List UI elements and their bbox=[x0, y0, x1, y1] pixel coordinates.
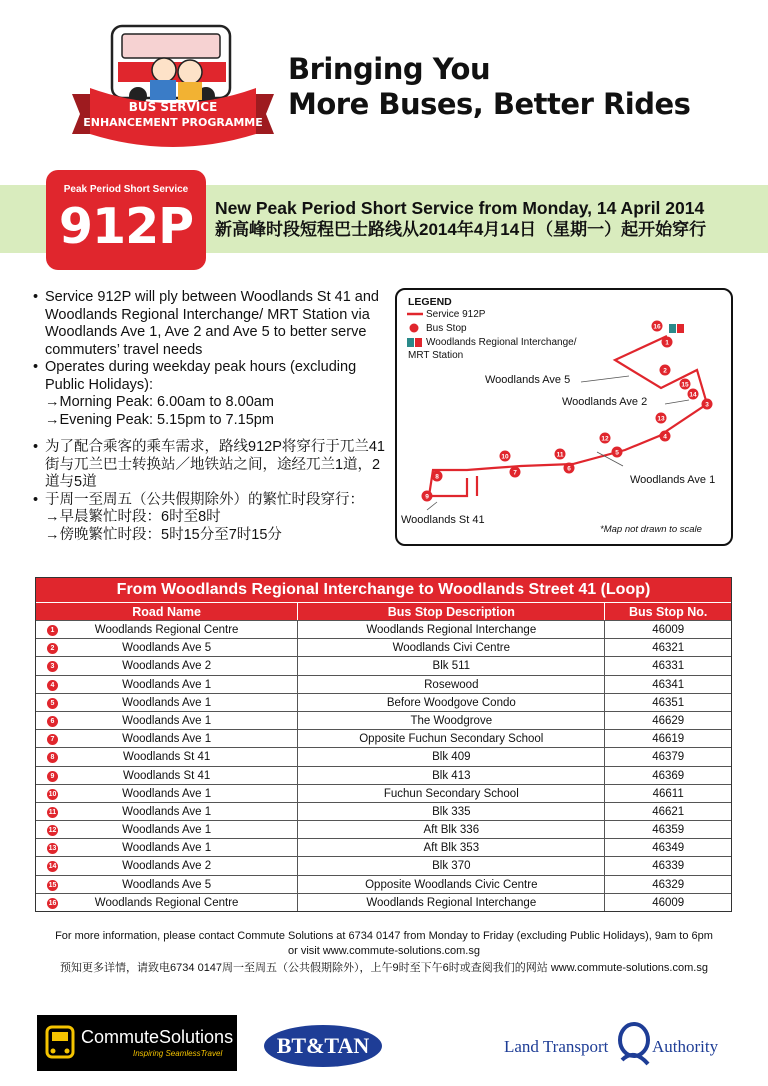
table-row bbox=[36, 838, 731, 856]
stop-number-marker: 16 bbox=[48, 899, 57, 907]
label-woodlands-ave5: Woodlands Ave 5 bbox=[485, 374, 571, 386]
table-header bbox=[36, 602, 731, 620]
cell-stop-number: 46341 bbox=[652, 678, 685, 691]
lta-emblem-icon bbox=[616, 1020, 652, 1070]
cell-stop-description: Opposite Woodlands Civic Centre bbox=[298, 876, 605, 893]
road-name: Woodlands St 41 bbox=[122, 751, 211, 764]
legend-interchange-line2: MRT Station bbox=[408, 350, 464, 361]
bus-stop-number: 7 bbox=[513, 469, 517, 477]
cell-stop-number: 46359 bbox=[652, 824, 685, 837]
lta-name-right: Authority bbox=[652, 1037, 719, 1056]
cell-road-name bbox=[36, 621, 298, 638]
table-row bbox=[36, 784, 731, 802]
header-stop-description: Bus Stop Description bbox=[298, 603, 605, 620]
cell-stop-number: 46621 bbox=[652, 805, 685, 818]
road-name: Woodlands Ave 2 bbox=[122, 860, 212, 873]
cell-road-name bbox=[36, 821, 298, 838]
cell-stop-number: 46379 bbox=[652, 751, 685, 764]
legend-interchange-swatch bbox=[407, 338, 414, 347]
map-scale-note: *Map not drawn to scale bbox=[600, 524, 702, 535]
cell-road-name bbox=[36, 803, 298, 820]
bus-stop-number: 2 bbox=[663, 367, 667, 375]
programme-line2: ENHANCEMENT PROGRAMME bbox=[83, 116, 263, 129]
footer-line1: For more information, please contact Commute Solutions at 6734 0147 from Monday to Friday (excluding Public Holidays), 9am to 6pm bbox=[55, 930, 713, 942]
stop-number-marker: 7 bbox=[47, 734, 58, 745]
badge-service-number: 912P bbox=[58, 198, 194, 255]
badge-subtitle: Peak Period Short Service bbox=[63, 184, 189, 195]
bus-stop-number: 5 bbox=[615, 449, 619, 457]
table-row bbox=[36, 875, 731, 893]
stop-number-marker: 14 bbox=[48, 863, 57, 871]
cell-road-name bbox=[36, 894, 298, 911]
legend-title: LEGEND bbox=[408, 296, 452, 308]
stop-number-marker: 6 bbox=[47, 716, 58, 727]
road-name: Woodlands Ave 1 bbox=[122, 805, 212, 818]
label-woodlands-ave1: Woodlands Ave 1 bbox=[630, 474, 716, 486]
cell-road-name bbox=[36, 712, 298, 729]
footer-line3-zh: 预知更多详情，请致电6734 0147周一至周五（公共假期除外），上午9时至下午6时或查阅我们的网站 www.commute-solutions.com.sg bbox=[60, 962, 708, 974]
stop-number-marker: 5 bbox=[47, 698, 58, 709]
bt-tan-logo: BT&TAN bbox=[264, 1025, 382, 1067]
stop-number-marker: 9 bbox=[47, 771, 58, 782]
commute-solutions-tagline: Inspiring SeamlessTravel bbox=[133, 1049, 223, 1058]
cell-stop-number: 46339 bbox=[652, 860, 685, 873]
stop-number-marker: 3 bbox=[47, 661, 58, 672]
cell-road-name bbox=[36, 657, 298, 674]
stop-number-marker: 8 bbox=[47, 752, 58, 763]
cell-stop-number: 46369 bbox=[652, 769, 685, 782]
cell-road-name bbox=[36, 839, 298, 856]
cell-stop-number: 46331 bbox=[652, 660, 685, 673]
cell-stop-description: Aft Blk 353 bbox=[298, 839, 605, 856]
bus-stop-number: 14 bbox=[689, 391, 697, 399]
footer-line2: or visit www.commute-solutions.com.sg bbox=[288, 945, 480, 957]
bus-stop-number: 16 bbox=[653, 323, 661, 331]
bus-service-enhancement-logo bbox=[68, 22, 278, 154]
table-row bbox=[36, 820, 731, 838]
stop-number-marker: 13 bbox=[48, 845, 57, 853]
road-name: Woodlands Ave 1 bbox=[122, 696, 212, 709]
bus-stop-number: 10 bbox=[501, 453, 509, 461]
cell-stop-description: Aft Blk 336 bbox=[298, 821, 605, 838]
cell-road-name bbox=[36, 639, 298, 656]
bus-stop-number: 15 bbox=[681, 381, 689, 389]
lta-logo bbox=[504, 1020, 734, 1070]
info-zh-morning: →早晨繁忙时段：6时至8时 bbox=[45, 509, 221, 525]
stop-number-marker: 2 bbox=[47, 643, 58, 654]
info-en-bullet-hours: • Operates during weekday peak hours (excluding Public Holidays): bbox=[33, 359, 393, 394]
road-name: Woodlands Ave 1 bbox=[122, 824, 212, 837]
table-row bbox=[36, 620, 731, 638]
cell-road-name bbox=[36, 748, 298, 765]
cell-stop-description: Blk 511 bbox=[298, 657, 605, 674]
road-name: Woodlands Ave 1 bbox=[122, 733, 212, 746]
road-name: Woodlands Ave 1 bbox=[122, 842, 212, 855]
banner-title-en: New Peak Period Short Service from Monday, 14 April 2014 bbox=[215, 198, 705, 218]
table-row bbox=[36, 802, 731, 820]
info-en-evening: →Evening Peak: 5.15pm to 7.15pm bbox=[45, 411, 274, 428]
cell-stop-description: Woodlands Regional Interchange bbox=[298, 894, 605, 911]
road-name: Woodlands St 41 bbox=[122, 769, 211, 782]
bus-stop-number: 3 bbox=[705, 401, 709, 409]
headline-line1: Bringing You bbox=[288, 52, 491, 86]
legend-stop-swatch bbox=[410, 324, 419, 333]
service-badge bbox=[46, 170, 206, 270]
cell-road-name bbox=[36, 785, 298, 802]
label-woodlands-ave2: Woodlands Ave 2 bbox=[562, 396, 648, 408]
headline bbox=[288, 52, 690, 122]
bus-stop-number: 6 bbox=[567, 465, 571, 473]
legend-stop: Bus Stop bbox=[426, 323, 467, 334]
bus-stop-number: 1 bbox=[665, 339, 669, 347]
footer-contact bbox=[0, 929, 768, 976]
cell-stop-description: Woodlands Regional Interchange bbox=[298, 621, 605, 638]
info-zh-evening: →傍晚繁忙时段：5时15分至7时15分 bbox=[45, 526, 282, 543]
header-road-name: Road Name bbox=[36, 603, 298, 620]
road-name: Woodlands Ave 1 bbox=[122, 678, 212, 691]
info-en-morning: →Morning Peak: 6.00am to 8.00am bbox=[45, 394, 274, 410]
table-row bbox=[36, 893, 731, 911]
bus-stop-number: 11 bbox=[556, 451, 564, 459]
cell-stop-description: Before Woodgove Condo bbox=[298, 694, 605, 711]
bus-stop-number: 9 bbox=[425, 493, 429, 501]
legend-service: Service 912P bbox=[426, 309, 486, 320]
cell-stop-number: 46611 bbox=[652, 787, 684, 800]
interchange-icon bbox=[669, 324, 676, 333]
cell-stop-description: The Woodgrove bbox=[298, 712, 605, 729]
road-name: Woodlands Ave 5 bbox=[122, 642, 212, 655]
headline-line2: More Buses, Better Rides bbox=[288, 87, 691, 121]
stop-number-marker: 15 bbox=[48, 881, 57, 889]
table-title: From Woodlands Regional Interchange to Woodlands Street 41 (Loop) bbox=[36, 578, 731, 602]
road-name: Woodlands Ave 1 bbox=[122, 714, 212, 727]
programme-line1: BUS SERVICE bbox=[128, 100, 218, 114]
cell-stop-number: 46349 bbox=[652, 842, 685, 855]
table-row bbox=[36, 729, 731, 747]
stop-number-marker: 10 bbox=[48, 790, 57, 798]
cell-stop-description: Rosewood bbox=[298, 676, 605, 693]
bus-stop-table bbox=[35, 577, 732, 912]
cell-stop-description: Opposite Fuchun Secondary School bbox=[298, 730, 605, 747]
cell-stop-description: Blk 409 bbox=[298, 748, 605, 765]
table-row bbox=[36, 747, 731, 765]
bus-stop-number: 4 bbox=[663, 433, 667, 441]
header-stop-number: Bus Stop No. bbox=[628, 605, 708, 619]
cell-stop-description: Woodlands Civi Centre bbox=[298, 639, 605, 656]
table-row bbox=[36, 638, 731, 656]
commute-solutions-name: CommuteSolutions bbox=[81, 1027, 234, 1047]
cell-stop-number: 46351 bbox=[652, 696, 685, 709]
label-woodlands-st41: Woodlands St 41 bbox=[401, 514, 485, 526]
cell-stop-number: 46629 bbox=[652, 714, 685, 727]
lta-name-left: Land Transport bbox=[504, 1037, 609, 1056]
bus-stop-number: 13 bbox=[657, 415, 665, 423]
stop-number-marker: 1 bbox=[47, 625, 58, 636]
stop-number-marker: 4 bbox=[47, 680, 58, 691]
road-name: Woodlands Ave 5 bbox=[122, 878, 212, 891]
table-row bbox=[36, 711, 731, 729]
cell-stop-description: Blk 335 bbox=[298, 803, 605, 820]
stop-number-marker: 12 bbox=[48, 827, 57, 835]
cell-stop-number: 46009 bbox=[652, 896, 685, 909]
road-name: Woodlands Ave 1 bbox=[122, 787, 212, 800]
info-zh-bullet-hours: • 于周一至周五（公共假期除外）的繁忙时段穿行： bbox=[33, 492, 393, 510]
info-chinese bbox=[33, 439, 393, 544]
road-name: Woodlands Regional Centre bbox=[94, 896, 239, 909]
cell-stop-description: Blk 413 bbox=[298, 767, 605, 784]
table-row bbox=[36, 675, 731, 693]
table-row bbox=[36, 693, 731, 711]
cell-stop-number: 46321 bbox=[652, 642, 685, 655]
commute-solutions-logo bbox=[37, 1015, 237, 1071]
table-row bbox=[36, 856, 731, 874]
table-row bbox=[36, 766, 731, 784]
info-english bbox=[33, 289, 393, 429]
bus-stop-number: 12 bbox=[601, 435, 609, 443]
cell-stop-number: 46619 bbox=[652, 733, 685, 746]
cell-stop-number: 46009 bbox=[652, 624, 685, 636]
legend-interchange-line1: Woodlands Regional Interchange/ bbox=[426, 337, 577, 348]
cell-stop-description: Fuchun Secondary School bbox=[298, 785, 605, 802]
road-name: Woodlands Regional Centre bbox=[94, 624, 239, 636]
table-body bbox=[36, 620, 731, 911]
cell-road-name bbox=[36, 857, 298, 874]
banner-title-zh: 新高峰时段短程巴士路线从2014年4月14日（星期一）起开始穿行 bbox=[215, 220, 707, 239]
cell-road-name bbox=[36, 694, 298, 711]
table-row bbox=[36, 656, 731, 674]
stop-number-marker: 11 bbox=[48, 808, 57, 816]
bus-icon bbox=[39, 1015, 79, 1071]
cell-road-name bbox=[36, 676, 298, 693]
road-name: Woodlands Ave 2 bbox=[122, 660, 212, 673]
cell-road-name bbox=[36, 876, 298, 893]
bus-stop-number: 8 bbox=[435, 473, 439, 481]
info-zh-bullet-route: • 为了配合乘客的乘车需求，路线912P将穿行于兀兰41街与兀兰巴士转换站／地铁站之间，途经兀兰1道，2道与5道 bbox=[33, 439, 393, 492]
info-en-bullet-route: • Service 912P will ply between Woodlands St 41 and Woodlands Regional Interchange/ MRT Station via Woodlands Ave 1, Ave 2 and Ave 5 to better serve commuters’ travel needs bbox=[33, 289, 393, 359]
cell-stop-description: Blk 370 bbox=[298, 857, 605, 874]
route-map bbox=[395, 288, 733, 546]
cell-road-name bbox=[36, 767, 298, 784]
cell-road-name bbox=[36, 730, 298, 747]
cell-stop-number: 46329 bbox=[652, 878, 685, 891]
banner-text bbox=[215, 198, 706, 241]
